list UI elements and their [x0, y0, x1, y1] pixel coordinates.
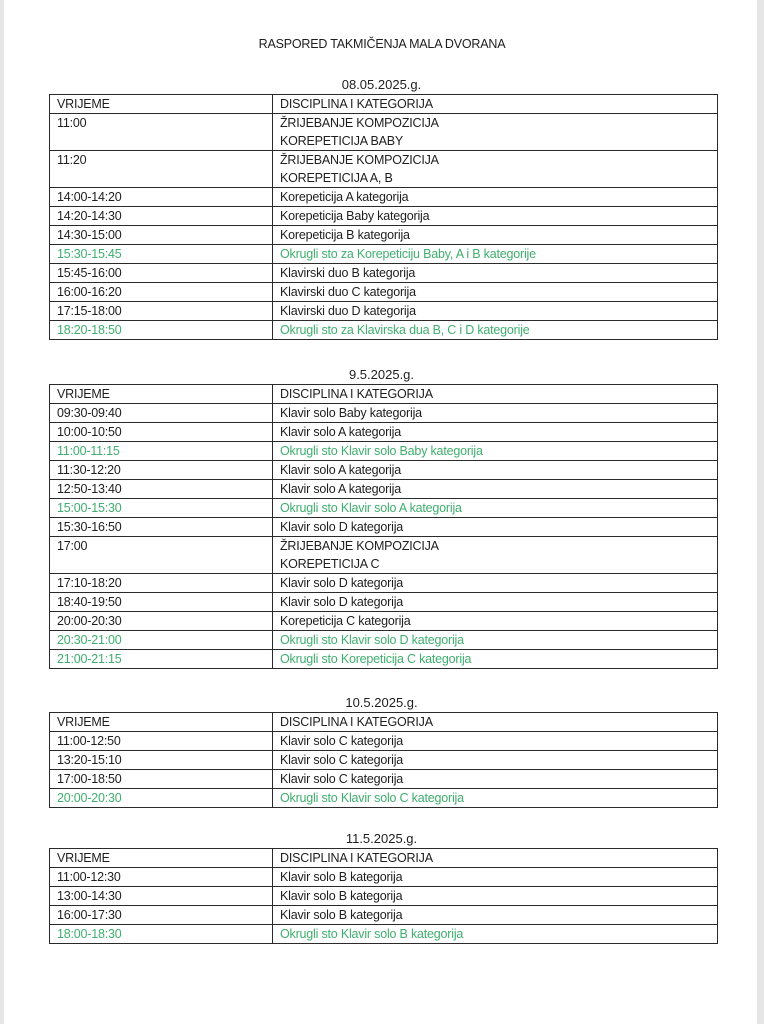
discipline-text: Korepeticija A kategorija: [280, 190, 409, 204]
time-cell: 18:40-19:50: [50, 593, 273, 612]
time-cell: 11:00-11:15: [50, 442, 273, 461]
time-cell: 20:30-21:00: [50, 631, 273, 650]
discipline-cell: [273, 887, 718, 906]
discipline-text: KOREPETICIJA A, B: [280, 171, 393, 185]
discipline-cell: [273, 631, 718, 650]
discipline-cell: [273, 302, 718, 321]
discipline-text: Korepeticija C kategorija: [280, 614, 411, 628]
discipline-text: Klavir solo A kategorija: [280, 482, 401, 496]
table-row: [50, 518, 718, 537]
discipline-cell: [273, 423, 718, 442]
discipline-text: ŽRIJEBANJE KOMPOZICIJA: [280, 539, 439, 553]
discipline-cell: [273, 732, 718, 751]
time-cell: 11:00-12:30: [50, 868, 273, 887]
time-cell: 15:00-15:30: [50, 499, 273, 518]
discipline-cell: [273, 574, 718, 593]
discipline-text: Okrugli sto Klavir solo A kategorija: [280, 501, 462, 515]
discipline-text: Okrugli sto Klavir solo C kategorija: [280, 791, 464, 805]
discipline-cell: [273, 906, 718, 925]
discipline-text: Okrugli sto Klavir solo B kategorija: [280, 927, 464, 941]
time-cell: 18:00-18:30: [50, 925, 273, 944]
discipline-cell: [273, 207, 718, 226]
discipline-text: Klavir solo A kategorija: [280, 463, 401, 477]
column-header-discipline: DISCIPLINA I KATEGORIJA: [273, 849, 718, 868]
column-header-discipline: DISCIPLINA I KATEGORIJA: [273, 713, 718, 732]
discipline-text: Korepeticija B kategorija: [280, 228, 410, 242]
time-cell: 17:00-18:50: [50, 770, 273, 789]
table-row: [50, 537, 718, 574]
discipline-cell: [273, 751, 718, 770]
table-header-row: [50, 385, 718, 404]
discipline-text: Klavir solo B kategorija: [280, 870, 403, 884]
discipline-cell: [273, 612, 718, 631]
time-cell: 14:20-14:30: [50, 207, 273, 226]
column-header-time: VRIJEME: [50, 385, 273, 404]
discipline-text: Klavir solo D kategorija: [280, 520, 404, 534]
time-cell: 09:30-09:40: [50, 404, 273, 423]
table-header-row: [50, 849, 718, 868]
table-row: [50, 226, 718, 245]
discipline-cell: [273, 283, 718, 302]
table-row-round-table: [50, 631, 718, 650]
table-row: [50, 593, 718, 612]
time-cell: 11:00: [50, 114, 273, 151]
time-cell: 11:20: [50, 151, 273, 188]
table-row: [50, 114, 718, 151]
discipline-text: Klavirski duo D kategorija: [280, 304, 416, 318]
day-schedule: [49, 366, 718, 669]
column-header-time: VRIJEME: [50, 95, 273, 114]
table-row: [50, 887, 718, 906]
time-cell: 17:00: [50, 537, 273, 574]
discipline-cell: [273, 518, 718, 537]
discipline-cell: [273, 789, 718, 808]
table-row: [50, 906, 718, 925]
table-row-round-table: [50, 499, 718, 518]
day-date: 9.5.2025.g.: [348, 367, 415, 382]
table-row: [50, 574, 718, 593]
time-cell: 20:00-20:30: [50, 789, 273, 808]
table-row: [50, 264, 718, 283]
column-header-discipline: DISCIPLINA I KATEGORIJA: [273, 95, 718, 114]
discipline-text: Okrugli sto Korepeticija C kategorija: [280, 652, 472, 666]
table-row: [50, 612, 718, 631]
time-cell: 15:30-16:50: [50, 518, 273, 537]
time-cell: 17:15-18:00: [50, 302, 273, 321]
discipline-text: Klavir solo C kategorija: [280, 772, 404, 786]
discipline-cell: [273, 461, 718, 480]
discipline-cell: [273, 245, 718, 264]
table-row-round-table: [50, 442, 718, 461]
column-header-time: VRIJEME: [50, 713, 273, 732]
day-schedule: [49, 76, 718, 340]
table-header-row: [50, 95, 718, 114]
discipline-text: KOREPETICIJA C: [280, 557, 380, 571]
discipline-text: ŽRIJEBANJE KOMPOZICIJA: [280, 116, 439, 130]
time-cell: 10:00-10:50: [50, 423, 273, 442]
table-row: [50, 207, 718, 226]
table-row: [50, 188, 718, 207]
document-title: RASPORED TAKMIČENJA MALA DVORANA: [258, 37, 506, 51]
time-cell: 21:00-21:15: [50, 650, 273, 669]
discipline-text: Klavir solo C kategorija: [280, 734, 404, 748]
discipline-text: Klavir solo Baby kategorija: [280, 406, 422, 420]
discipline-text: Klavir solo C kategorija: [280, 753, 404, 767]
discipline-text: Klavir solo D kategorija: [280, 595, 404, 609]
discipline-cell: [273, 537, 718, 574]
table-row: [50, 302, 718, 321]
discipline-text: Klavir solo A kategorija: [280, 425, 401, 439]
table-row-round-table: [50, 789, 718, 808]
discipline-text: Klavir solo B kategorija: [280, 908, 403, 922]
discipline-cell: [273, 650, 718, 669]
discipline-cell: [273, 925, 718, 944]
time-cell: 20:00-20:30: [50, 612, 273, 631]
table-row: [50, 423, 718, 442]
table-row: [50, 404, 718, 423]
time-cell: 15:30-15:45: [50, 245, 273, 264]
column-header-discipline: DISCIPLINA I KATEGORIJA: [273, 385, 718, 404]
time-cell: 17:10-18:20: [50, 574, 273, 593]
discipline-text: Klavir solo D kategorija: [280, 576, 404, 590]
discipline-text: Okrugli sto Klavir solo Baby kategorija: [280, 444, 483, 458]
table-row-round-table: [50, 925, 718, 944]
table-row-round-table: [50, 245, 718, 264]
discipline-text: Klavirski duo C kategorija: [280, 285, 416, 299]
time-cell: 13:20-15:10: [50, 751, 273, 770]
discipline-cell: [273, 770, 718, 789]
discipline-cell: [273, 499, 718, 518]
schedule-table: [49, 848, 718, 944]
table-row: [50, 151, 718, 188]
time-cell: 11:30-12:20: [50, 461, 273, 480]
discipline-text: Klavirski duo B kategorija: [280, 266, 416, 280]
schedule-table: [49, 384, 718, 669]
table-header-row: [50, 713, 718, 732]
time-cell: 16:00-16:20: [50, 283, 273, 302]
discipline-text: Klavir solo B kategorija: [280, 889, 403, 903]
day-date: 08.05.2025.g.: [341, 77, 422, 92]
discipline-text: Okrugli sto Klavir solo D kategorija: [280, 633, 464, 647]
discipline-cell: [273, 114, 718, 151]
discipline-cell: [273, 480, 718, 499]
discipline-cell: [273, 264, 718, 283]
discipline-text: Okrugli sto za Korepeticiju Baby, A i B kategorije: [280, 247, 536, 261]
table-row: [50, 770, 718, 789]
discipline-text: ŽRIJEBANJE KOMPOZICIJA: [280, 153, 439, 167]
table-row-round-table: [50, 650, 718, 669]
time-cell: 13:00-14:30: [50, 887, 273, 906]
schedule-table: [49, 712, 718, 808]
discipline-text: KOREPETICIJA BABY: [280, 134, 404, 148]
schedule-table: [49, 94, 718, 340]
discipline-cell: [273, 188, 718, 207]
time-cell: 12:50-13:40: [50, 480, 273, 499]
table-row: [50, 461, 718, 480]
table-row: [50, 283, 718, 302]
time-cell: 18:20-18:50: [50, 321, 273, 340]
day-schedule: [49, 830, 718, 944]
discipline-cell: [273, 868, 718, 887]
table-row: [50, 480, 718, 499]
day-date: 11.5.2025.g.: [345, 831, 418, 846]
time-cell: 11:00-12:50: [50, 732, 273, 751]
time-cell: 16:00-17:30: [50, 906, 273, 925]
table-row: [50, 732, 718, 751]
discipline-cell: [273, 151, 718, 188]
discipline-cell: [273, 404, 718, 423]
discipline-text: Okrugli sto za Klavirska dua B, C i D kategorije: [280, 323, 530, 337]
time-cell: 15:45-16:00: [50, 264, 273, 283]
discipline-cell: [273, 593, 718, 612]
table-row: [50, 751, 718, 770]
day-date: 10.5.2025.g.: [345, 695, 418, 710]
time-cell: 14:00-14:20: [50, 188, 273, 207]
discipline-cell: [273, 442, 718, 461]
discipline-text: Korepeticija Baby kategorija: [280, 209, 430, 223]
time-cell: 14:30-15:00: [50, 226, 273, 245]
day-schedule: [49, 694, 718, 808]
column-header-time: VRIJEME: [50, 849, 273, 868]
discipline-cell: [273, 321, 718, 340]
table-row-round-table: [50, 321, 718, 340]
discipline-cell: [273, 226, 718, 245]
table-row: [50, 868, 718, 887]
